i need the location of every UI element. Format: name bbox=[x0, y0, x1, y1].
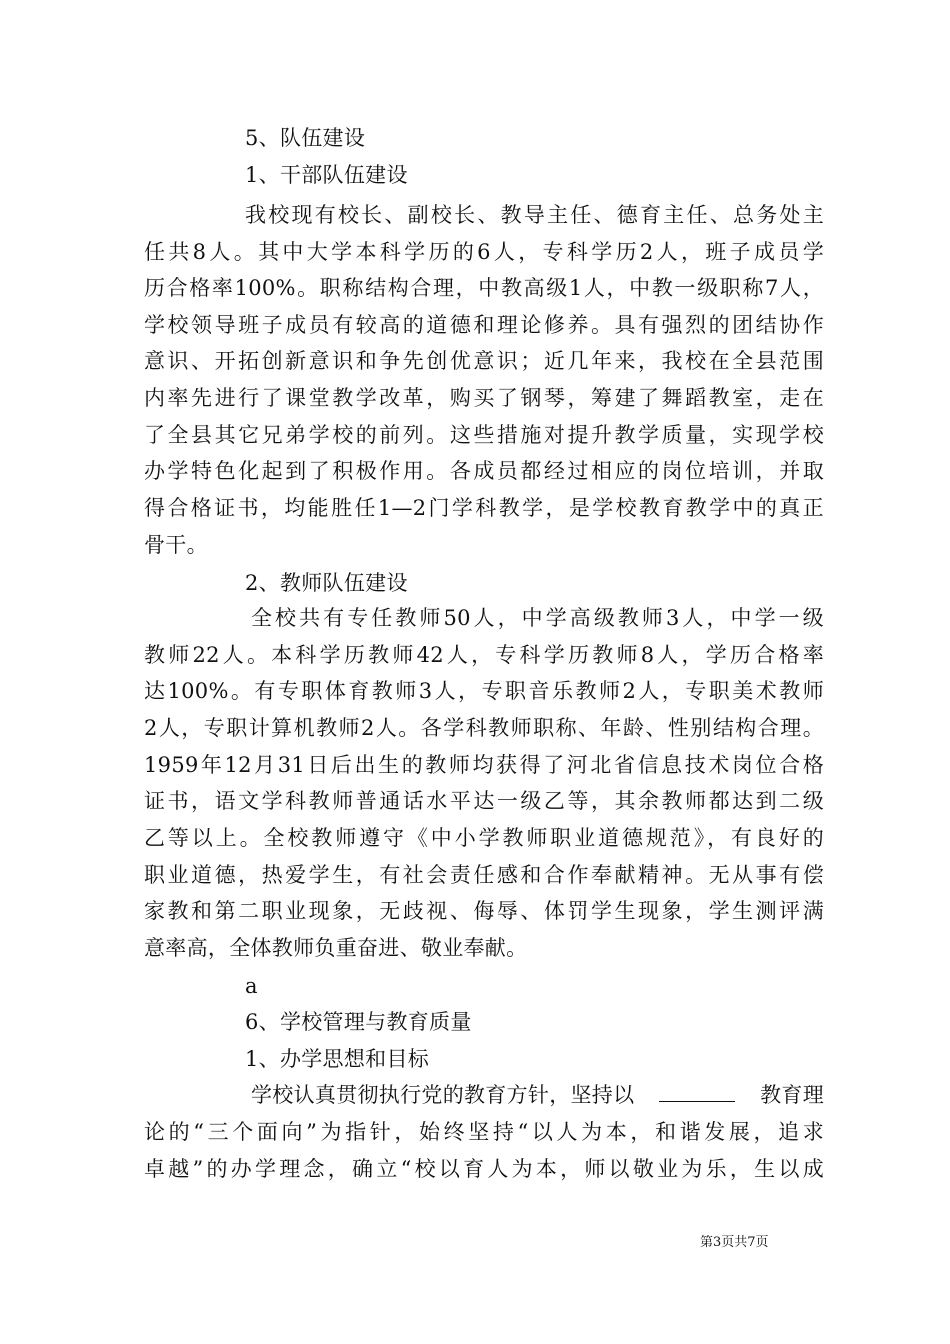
paragraph-line: 1959年12月31日后出生的教师均获得了河北省信息技术岗位合格 bbox=[144, 753, 824, 777]
paragraph-line: 我校现有校长、副校长、教导主任、德育主任、总务处主 bbox=[245, 203, 824, 227]
paragraph-line: 卓越”的办学理念，确立“校以育人为本，师以敬业为乐，生以成 bbox=[144, 1157, 824, 1181]
paragraph-line: 得合格证书，均能胜任1—2门学科教学，是学校教育教学中的真正 bbox=[144, 496, 824, 520]
paragraph-line: 教师22人。本科学历教师42人，专科学历教师8人，学历合格率 bbox=[144, 643, 824, 667]
paragraph-line: 历合格率100%。职称结构合理，中教高级1人，中教一级职称7人， bbox=[144, 276, 824, 300]
paragraph-fragment: 学校认真贯彻执行党的教育方针，坚持以 bbox=[251, 1083, 635, 1107]
paragraph-line: 任共8人。其中大学本科学历的6人，专科学历2人，班子成员学 bbox=[144, 240, 824, 264]
paragraph-line: 了全县其它兄弟学校的前列。这些措施对提升教学质量，实现学校 bbox=[144, 423, 824, 447]
paragraph-line: 乙等以上。全校教师遵守《中小学教师职业道德规范》，有良好的 bbox=[144, 826, 824, 850]
paragraph-line: 达100%。有专职体育教师3人，专职音乐教师2人，专职美术教师 bbox=[144, 679, 824, 703]
fill-in-blank bbox=[659, 1083, 735, 1102]
section-5-2-heading: 2、教师队伍建设 bbox=[245, 571, 408, 595]
stray-character: a bbox=[245, 974, 258, 998]
paragraph-line: 证书，语文学科教师普通话水平达一级乙等，其余教师都达到二级 bbox=[144, 789, 824, 813]
page-number-footer: 第3页共7页 bbox=[700, 1235, 769, 1250]
paragraph-line: 论的“三个面向”为指针，始终坚持“以人为本，和谐发展，追求 bbox=[144, 1120, 824, 1144]
paragraph-fragment: 教育理 bbox=[760, 1083, 824, 1107]
paragraph-line: 办学特色化起到了积极作用。各成员都经过相应的岗位培训，并取 bbox=[144, 459, 824, 483]
paragraph-line: 2人，专职计算机教师2人。各学科教师职称、年龄、性别结构合理。 bbox=[144, 716, 824, 740]
section-5-1-heading: 1、干部队伍建设 bbox=[245, 163, 408, 187]
section-5-heading: 5、队伍建设 bbox=[245, 126, 366, 150]
paragraph-line: 家教和第二职业现象，无歧视、侮辱、体罚学生现象，学生测评满 bbox=[144, 899, 824, 923]
paragraph-line: 内率先进行了课堂教学改革，购买了钢琴，筹建了舞蹈教室，走在 bbox=[144, 386, 824, 410]
paragraph-line-with-blank bbox=[251, 1083, 824, 1107]
paragraph-line: 意识、开拓创新意识和争先创优意识；近几年来，我校在全县范围 bbox=[144, 349, 824, 373]
paragraph-line: 意率高，全体教师负重奋进、敬业奉献。 bbox=[144, 936, 528, 960]
paragraph-line: 学校领导班子成员有较高的道德和理论修养。具有强烈的团结协作 bbox=[144, 313, 824, 337]
paragraph-line: 骨干。 bbox=[144, 533, 208, 557]
paragraph-line: 全校共有专任教师50人，中学高级教师3人，中学一级 bbox=[251, 606, 824, 630]
section-6-1-heading: 1、办学思想和目标 bbox=[245, 1047, 430, 1071]
section-6-heading: 6、学校管理与教育质量 bbox=[245, 1010, 472, 1034]
paragraph-line: 职业道德，热爱学生，有社会责任感和合作奉献精神。无从事有偿 bbox=[144, 863, 824, 887]
